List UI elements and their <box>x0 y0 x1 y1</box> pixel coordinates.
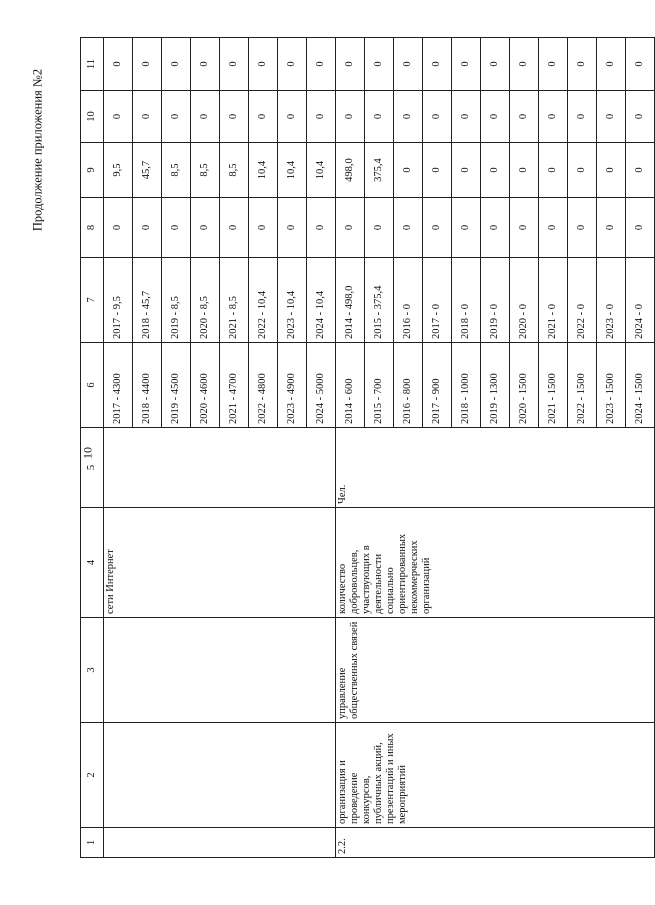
activity-cell <box>104 723 336 828</box>
col9-value: 498,0 <box>336 143 365 198</box>
plan-value: 2018 - 4400 <box>133 343 162 428</box>
col11-value: 0 <box>104 38 133 91</box>
col9-value: 8,5 <box>220 143 249 198</box>
col9-value: 0 <box>481 143 510 198</box>
col9-value: 0 <box>423 143 452 198</box>
col9-value: 375,4 <box>365 143 394 198</box>
plan-value: 2016 - 800 <box>394 343 423 428</box>
col8-value: 0 <box>249 198 278 258</box>
col11-value: 0 <box>452 38 481 91</box>
plan-value: 2021 - 1500 <box>539 343 568 428</box>
col8-value: 0 <box>220 198 249 258</box>
col10-value: 0 <box>220 91 249 143</box>
col9-value: 0 <box>452 143 481 198</box>
col11-value: 0 <box>423 38 452 91</box>
col8-value: 0 <box>510 198 539 258</box>
col10-value: 0 <box>249 91 278 143</box>
column-header-7: 7 <box>81 258 104 343</box>
col10-value: 0 <box>481 91 510 143</box>
fact-value: 2023 - 10,4 <box>278 258 307 343</box>
col9-value: 10,4 <box>249 143 278 198</box>
fact-value: 2020 - 0 <box>510 258 539 343</box>
col11-value: 0 <box>365 38 394 91</box>
fact-value: 2016 - 0 <box>394 258 423 343</box>
column-header-11: 11 <box>81 38 104 91</box>
table-container <box>80 38 645 858</box>
col11-value: 0 <box>394 38 423 91</box>
fact-value: 2014 - 498,0 <box>336 258 365 343</box>
column-header-8: 8 <box>81 198 104 258</box>
plan-value: 2017 - 4300 <box>104 343 133 428</box>
col10-value: 0 <box>626 91 655 143</box>
col8-value: 0 <box>626 198 655 258</box>
fact-value: 2023 - 0 <box>597 258 626 343</box>
col9-value: 8,5 <box>162 143 191 198</box>
fact-value: 2022 - 0 <box>568 258 597 343</box>
col8-value: 0 <box>278 198 307 258</box>
table-row <box>104 38 133 858</box>
col9-value: 45,7 <box>133 143 162 198</box>
col8-value: 0 <box>452 198 481 258</box>
column-header-3: 3 <box>81 618 104 723</box>
plan-value: 2017 - 900 <box>423 343 452 428</box>
activity-name: организация и проведение конкурсов, публичных акций, презентаций и иных мероприятий <box>336 723 655 828</box>
column-header-4: 4 <box>81 508 104 618</box>
col11-value: 0 <box>510 38 539 91</box>
col8-value: 0 <box>133 198 162 258</box>
unit-name: Чел. <box>336 428 655 508</box>
plan-value: 2023 - 4900 <box>278 343 307 428</box>
col11-value: 0 <box>191 38 220 91</box>
col8-value: 0 <box>597 198 626 258</box>
col9-value: 8,5 <box>191 143 220 198</box>
col9-value: 0 <box>597 143 626 198</box>
plan-value: 2022 - 4800 <box>249 343 278 428</box>
plan-value: 2019 - 4500 <box>162 343 191 428</box>
col10-value: 0 <box>423 91 452 143</box>
executor-cell <box>104 618 336 723</box>
fact-value: 2022 - 10,4 <box>249 258 278 343</box>
col11-value: 0 <box>481 38 510 91</box>
col11-value: 0 <box>307 38 336 91</box>
executor-name: управление общественных связей <box>336 618 655 723</box>
column-header-5: 5 <box>81 428 104 508</box>
col10-value: 0 <box>162 91 191 143</box>
plan-value: 2024 - 1500 <box>626 343 655 428</box>
plan-value: 2018 - 1000 <box>452 343 481 428</box>
plan-value: 2020 - 1500 <box>510 343 539 428</box>
col9-value: 10,4 <box>278 143 307 198</box>
col10-value: 0 <box>191 91 220 143</box>
col11-value: 0 <box>162 38 191 91</box>
indicator-name: количество добровольцев, участвующих в деятельности социально ориентированных некоммерческих организаций <box>336 508 655 618</box>
col8-value: 0 <box>162 198 191 258</box>
unit-cell <box>104 428 336 508</box>
col11-value: 0 <box>133 38 162 91</box>
page-number: 10 <box>80 447 95 459</box>
row-number: 2.2. <box>336 828 655 858</box>
col9-value: 0 <box>626 143 655 198</box>
column-header-2: 2 <box>81 723 104 828</box>
fact-value: 2017 - 0 <box>423 258 452 343</box>
col11-value: 0 <box>568 38 597 91</box>
fact-value: 2019 - 8,5 <box>162 258 191 343</box>
row-number-cell <box>104 828 336 858</box>
col10-value: 0 <box>452 91 481 143</box>
col10-value: 0 <box>539 91 568 143</box>
fact-value: 2019 - 0 <box>481 258 510 343</box>
fact-value: 2024 - 0 <box>626 258 655 343</box>
col9-value: 0 <box>568 143 597 198</box>
col8-value: 0 <box>568 198 597 258</box>
fact-value: 2020 - 8,5 <box>191 258 220 343</box>
col8-value: 0 <box>365 198 394 258</box>
fact-value: 2021 - 8,5 <box>220 258 249 343</box>
col10-value: 0 <box>104 91 133 143</box>
col11-value: 0 <box>336 38 365 91</box>
col8-value: 0 <box>307 198 336 258</box>
plan-value: 2015 - 700 <box>365 343 394 428</box>
column-header-9: 9 <box>81 143 104 198</box>
fact-value: 2017 - 9,5 <box>104 258 133 343</box>
col10-value: 0 <box>568 91 597 143</box>
col8-value: 0 <box>104 198 133 258</box>
column-header-6: 6 <box>81 343 104 428</box>
col10-value: 0 <box>394 91 423 143</box>
col11-value: 0 <box>626 38 655 91</box>
data-table <box>80 37 655 858</box>
col9-value: 0 <box>394 143 423 198</box>
col9-value: 10,4 <box>307 143 336 198</box>
col10-value: 0 <box>597 91 626 143</box>
plan-value: 2021 - 4700 <box>220 343 249 428</box>
col9-value: 0 <box>539 143 568 198</box>
fact-value: 2018 - 45,7 <box>133 258 162 343</box>
col10-value: 0 <box>278 91 307 143</box>
fact-value: 2015 - 375,4 <box>365 258 394 343</box>
plan-value: 2024 - 5000 <box>307 343 336 428</box>
plan-value: 2023 - 1500 <box>597 343 626 428</box>
table-row <box>336 38 365 858</box>
col11-value: 0 <box>249 38 278 91</box>
col10-value: 0 <box>336 91 365 143</box>
col11-value: 0 <box>278 38 307 91</box>
col11-value: 0 <box>539 38 568 91</box>
column-header-10: 10 <box>81 91 104 143</box>
col10-value: 0 <box>510 91 539 143</box>
fact-value: 2018 - 0 <box>452 258 481 343</box>
col10-value: 0 <box>133 91 162 143</box>
continuation-title: Продолжение приложения №2 <box>30 68 45 232</box>
plan-value: 2022 - 1500 <box>568 343 597 428</box>
fact-value: 2024 - 10,4 <box>307 258 336 343</box>
plan-value: 2014 - 600 <box>336 343 365 428</box>
column-header-1: 1 <box>81 828 104 858</box>
col8-value: 0 <box>394 198 423 258</box>
col8-value: 0 <box>336 198 365 258</box>
col10-value: 0 <box>365 91 394 143</box>
header-row <box>81 38 104 858</box>
plan-value: 2019 - 1300 <box>481 343 510 428</box>
col9-value: 9,5 <box>104 143 133 198</box>
col9-value: 0 <box>510 143 539 198</box>
col8-value: 0 <box>539 198 568 258</box>
indicator-name: сети Интернет <box>104 508 336 618</box>
plan-value: 2020 - 4600 <box>191 343 220 428</box>
col8-value: 0 <box>423 198 452 258</box>
col8-value: 0 <box>481 198 510 258</box>
fact-value: 2021 - 0 <box>539 258 568 343</box>
col11-value: 0 <box>597 38 626 91</box>
col8-value: 0 <box>191 198 220 258</box>
col10-value: 0 <box>307 91 336 143</box>
table-body <box>104 38 655 858</box>
col11-value: 0 <box>220 38 249 91</box>
